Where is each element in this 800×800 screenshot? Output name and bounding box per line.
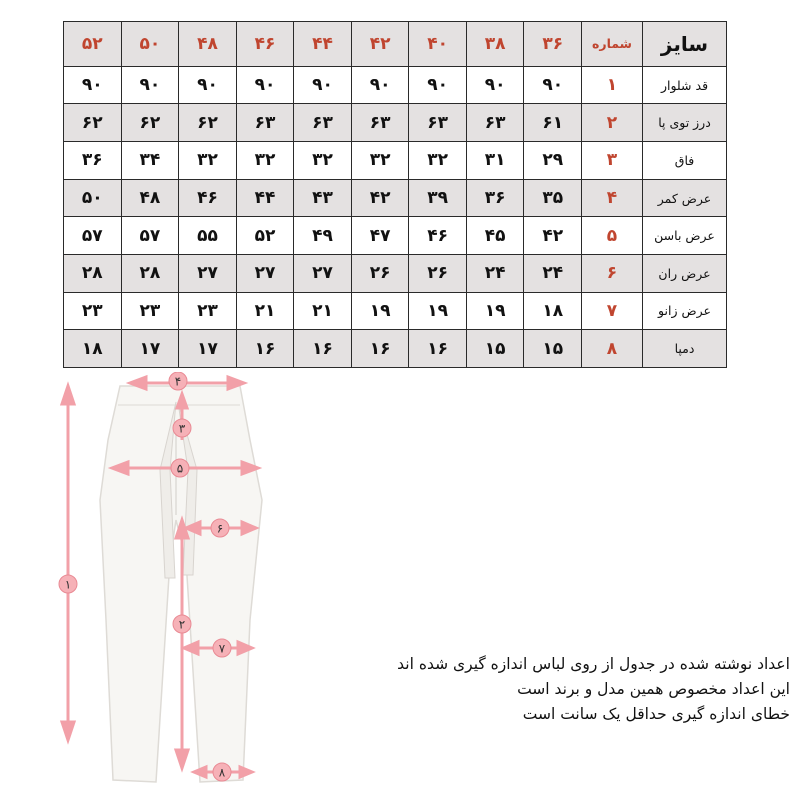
header-size-title: سایز bbox=[643, 22, 727, 67]
measurement-cell: ۲۱ bbox=[236, 292, 294, 330]
header-size: ۴۰ bbox=[409, 22, 467, 67]
measurement-cell: ۴۹ bbox=[294, 217, 352, 255]
row-number: ۷ bbox=[582, 292, 643, 330]
measurement-cell: ۲۶ bbox=[409, 255, 467, 293]
measurement-cell: ۲۳ bbox=[179, 292, 237, 330]
measurement-cell: ۶۳ bbox=[466, 104, 524, 142]
measurement-cell: ۳۹ bbox=[409, 179, 467, 217]
header-size: ۳۸ bbox=[466, 22, 524, 67]
row-label: قد شلوار bbox=[643, 66, 727, 104]
pants-measurement-diagram bbox=[0, 372, 340, 800]
measurement-cell: ۲۱ bbox=[294, 292, 352, 330]
row-label: دمپا bbox=[643, 330, 727, 368]
measurement-marker bbox=[169, 372, 187, 390]
measurement-cell: ۴۸ bbox=[121, 179, 179, 217]
row-label: عرض باسن bbox=[643, 217, 727, 255]
measurement-cell: ۱۶ bbox=[236, 330, 294, 368]
measurement-cell: ۱۵ bbox=[524, 330, 582, 368]
measurement-cell: ۶۳ bbox=[294, 104, 352, 142]
measurement-cell: ۱۹ bbox=[409, 292, 467, 330]
measurement-cell: ۲۸ bbox=[64, 255, 122, 293]
measurement-cell: ۳۱ bbox=[466, 142, 524, 180]
measurement-cell: ۲۹ bbox=[524, 142, 582, 180]
measurement-marker bbox=[213, 639, 231, 657]
measurement-cell: ۳۲ bbox=[236, 142, 294, 180]
row-label: درز توی پا bbox=[643, 104, 727, 142]
note-line: این اعداد مخصوص همین مدل و برند است bbox=[517, 680, 790, 698]
measurement-cell: ۱۵ bbox=[466, 330, 524, 368]
note-line: خطای اندازه گیری حداقل یک سانت است bbox=[522, 705, 790, 723]
measurement-cell: ۹۰ bbox=[179, 66, 237, 104]
measurement-cell: ۶۳ bbox=[351, 104, 409, 142]
measurement-cell: ۶۲ bbox=[121, 104, 179, 142]
table-row bbox=[64, 292, 727, 330]
measurement-cell: ۹۰ bbox=[236, 66, 294, 104]
measurement-cell: ۶۳ bbox=[409, 104, 467, 142]
measurement-marker bbox=[211, 519, 229, 537]
measurement-cell: ۳۲ bbox=[179, 142, 237, 180]
measurement-cell: ۴۴ bbox=[236, 179, 294, 217]
marker-label: ۴ bbox=[174, 374, 182, 389]
measurement-cell: ۶۲ bbox=[64, 104, 122, 142]
row-label: عرض کمر bbox=[643, 179, 727, 217]
measurement-cell: ۱۶ bbox=[409, 330, 467, 368]
measurement-marker bbox=[173, 419, 191, 437]
measurement-cell: ۲۴ bbox=[466, 255, 524, 293]
header-size: ۵۲ bbox=[64, 22, 122, 67]
measurement-cell: ۵۵ bbox=[179, 217, 237, 255]
measurement-cell: ۴۷ bbox=[351, 217, 409, 255]
measurement-cell: ۳۲ bbox=[409, 142, 467, 180]
measurement-cell: ۹۰ bbox=[294, 66, 352, 104]
header-size: ۴۴ bbox=[294, 22, 352, 67]
measurement-cell: ۱۷ bbox=[179, 330, 237, 368]
marker-label: ۱ bbox=[64, 577, 72, 592]
row-number: ۴ bbox=[582, 179, 643, 217]
table-row bbox=[64, 104, 727, 142]
measurement-marker bbox=[171, 459, 189, 477]
measurement-notes bbox=[330, 652, 790, 727]
measurement-cell: ۱۸ bbox=[64, 330, 122, 368]
row-number: ۸ bbox=[582, 330, 643, 368]
measurement-cell: ۹۰ bbox=[121, 66, 179, 104]
table-row bbox=[64, 66, 727, 104]
marker-label: ۳ bbox=[178, 421, 186, 436]
measurement-cell: ۴۲ bbox=[524, 217, 582, 255]
row-number: ۶ bbox=[582, 255, 643, 293]
measurement-cell: ۹۰ bbox=[351, 66, 409, 104]
table-header-row bbox=[64, 22, 727, 67]
measurement-cell: ۲۷ bbox=[236, 255, 294, 293]
measurement-cell: ۶۲ bbox=[179, 104, 237, 142]
note-line: اعداد نوشته شده در جدول از روی لباس اندازه گیری شده اند bbox=[397, 655, 790, 673]
table-row bbox=[64, 217, 727, 255]
header-number-label: شماره bbox=[582, 22, 643, 67]
measurement-cell: ۵۲ bbox=[236, 217, 294, 255]
row-label: فاق bbox=[643, 142, 727, 180]
row-label: عرض زانو bbox=[643, 292, 727, 330]
measurement-marker bbox=[213, 763, 231, 781]
measurement-cell: ۱۹ bbox=[351, 292, 409, 330]
marker-label: ۶ bbox=[216, 521, 224, 536]
marker-label: ۸ bbox=[218, 765, 226, 780]
measurement-cell: ۴۲ bbox=[351, 179, 409, 217]
measurement-cell: ۲۷ bbox=[179, 255, 237, 293]
measurement-cell: ۱۶ bbox=[294, 330, 352, 368]
measurement-cell: ۴۶ bbox=[409, 217, 467, 255]
table-row bbox=[64, 255, 727, 293]
measurement-cell: ۹۰ bbox=[409, 66, 467, 104]
measurement-cell: ۴۶ bbox=[179, 179, 237, 217]
row-number: ۲ bbox=[582, 104, 643, 142]
measurement-cell: ۳۶ bbox=[64, 142, 122, 180]
measurement-cell: ۶۳ bbox=[236, 104, 294, 142]
measurement-cell: ۲۸ bbox=[121, 255, 179, 293]
measurement-cell: ۱۷ bbox=[121, 330, 179, 368]
measurement-cell: ۲۳ bbox=[64, 292, 122, 330]
table-row bbox=[64, 179, 727, 217]
table-row bbox=[64, 330, 727, 368]
measurement-cell: ۵۷ bbox=[121, 217, 179, 255]
row-number: ۱ bbox=[582, 66, 643, 104]
marker-label: ۵ bbox=[176, 461, 184, 476]
measurement-cell: ۱۶ bbox=[351, 330, 409, 368]
header-size: ۴۲ bbox=[351, 22, 409, 67]
header-size: ۳۶ bbox=[524, 22, 582, 67]
measurement-cell: ۶۱ bbox=[524, 104, 582, 142]
header-size: ۴۶ bbox=[236, 22, 294, 67]
measurement-cell: ۹۰ bbox=[524, 66, 582, 104]
measurement-cell: ۵۷ bbox=[64, 217, 122, 255]
size-chart-table bbox=[63, 21, 727, 368]
measurement-cell: ۲۷ bbox=[294, 255, 352, 293]
measurement-cell: ۲۳ bbox=[121, 292, 179, 330]
measurement-cell: ۳۶ bbox=[466, 179, 524, 217]
marker-label: ۲ bbox=[178, 617, 186, 632]
measurement-marker bbox=[59, 575, 77, 593]
measurement-marker bbox=[173, 615, 191, 633]
measurement-cell: ۳۲ bbox=[294, 142, 352, 180]
table-row bbox=[64, 142, 727, 180]
measurement-cell: ۱۹ bbox=[466, 292, 524, 330]
measurement-cell: ۹۰ bbox=[64, 66, 122, 104]
measurement-cell: ۲۴ bbox=[524, 255, 582, 293]
measurement-cell: ۳۴ bbox=[121, 142, 179, 180]
measurement-cell: ۲۶ bbox=[351, 255, 409, 293]
header-size: ۵۰ bbox=[121, 22, 179, 67]
measurement-cell: ۳۲ bbox=[351, 142, 409, 180]
marker-label: ۷ bbox=[218, 641, 226, 656]
measurement-cell: ۹۰ bbox=[466, 66, 524, 104]
header-size: ۴۸ bbox=[179, 22, 237, 67]
measurement-cell: ۱۸ bbox=[524, 292, 582, 330]
measurement-cell: ۳۵ bbox=[524, 179, 582, 217]
measurement-cell: ۴۵ bbox=[466, 217, 524, 255]
measurement-cell: ۴۳ bbox=[294, 179, 352, 217]
row-number: ۵ bbox=[582, 217, 643, 255]
measurement-cell: ۵۰ bbox=[64, 179, 122, 217]
row-label: عرض ران bbox=[643, 255, 727, 293]
row-number: ۳ bbox=[582, 142, 643, 180]
